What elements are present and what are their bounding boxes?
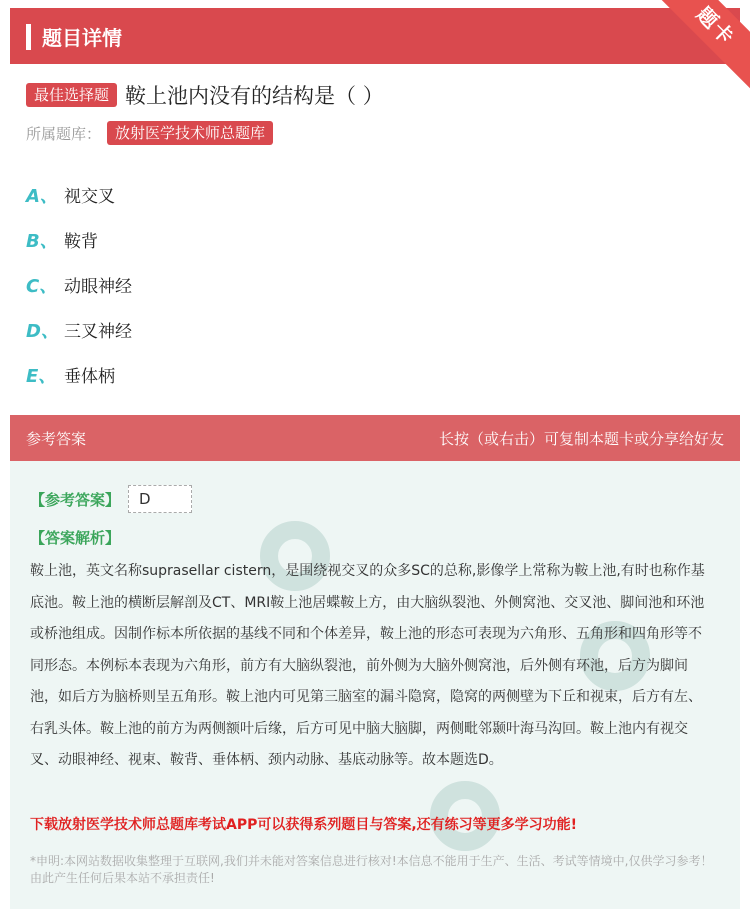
option-text: 动眼神经 [64,277,132,297]
option-d[interactable] [26,307,132,352]
option-text: 垂体柄 [64,367,115,387]
answer-label: 【参考答案】 [30,490,121,509]
reference-answer [30,485,192,513]
option-text: 三叉神经 [64,322,132,342]
option-c[interactable] [26,262,132,307]
option-e[interactable] [26,352,132,397]
options-list [26,172,132,397]
analysis-text: 鞍上池，英文名称suprasellar cistern，是围绕视交叉的众多SC的总称,影像学上常称为鞍上池,有时也称作基底池。鞍上池的横断层解剖及CT、MRI鞍上池居蝶鞍上方，由大脑纵裂池、外侧窝池、交叉池、脚间池和环池或桥池组成。因制作标本所依据的基线不同和个体差异，鞍上池的形态可表现为六角形、五角形和四角形等不同形态。本例标本表现为六角形，前方有大脑纵裂池，前外侧为大脑外侧窝池，后外侧有环池，后方为脚间池，如后方为脑桥则呈五角形。鞍上池内可见第三脑室的漏斗隐窝，隐窝的两侧壁为下丘和视束，后方有左、右乳头体。鞍上池的前方为两侧额叶后缘，后方可见中脑大脑脚，两侧毗邻颞叶海马沟回。鞍上池内有视交叉、动眼神经、视束、鞍背、垂体柄、颈内动脉、基底动脉等。故本题选D。 [30,563,705,768]
library-tag[interactable]: 放射医学技术师总题库 [107,121,273,145]
answer-section-title: 参考答案 [26,430,87,448]
option-b[interactable] [26,217,132,262]
app-promo-link[interactable]: 下载放射医学技术师总题库考试APP可以获得系列题目与答案,还有练习等更多学习功能! [30,817,578,833]
header-accent-bar [26,24,31,50]
analysis-label: 【答案解析】 [30,529,121,547]
option-a[interactable] [26,172,132,217]
corner-ribbon [640,0,750,100]
option-letter: C、 [26,275,58,297]
option-letter: D、 [26,320,59,342]
share-hint: 长按（或右击）可复制本题卡或分享给好友 [438,430,724,448]
page-header [10,8,740,64]
option-letter: E、 [26,365,57,387]
page-title: 题目详情 [42,26,122,50]
library-line [26,120,273,146]
option-text: 鞍背 [64,232,98,252]
answer-value: D [128,485,192,513]
question-text: 鞍上池内没有的结构是（ ） [125,84,384,108]
answer-section-header [10,415,740,461]
ribbon-label: 题卡 [652,0,750,90]
option-letter: A、 [26,185,58,207]
question-line [26,80,384,110]
library-label: 所属题库： [26,124,102,143]
answer-section-body [10,461,740,909]
question-type-tag: 最佳选择题 [26,83,117,107]
disclaimer: *申明:本网站数据收集整理于互联网,我们并未能对答案信息进行核对!本信息不能用于生产、生活、考试等情境中,仅供学习参考！由此产生任何后果本站不承担责任! [30,854,713,885]
option-text: 视交叉 [64,187,115,207]
option-letter: B、 [26,230,58,252]
